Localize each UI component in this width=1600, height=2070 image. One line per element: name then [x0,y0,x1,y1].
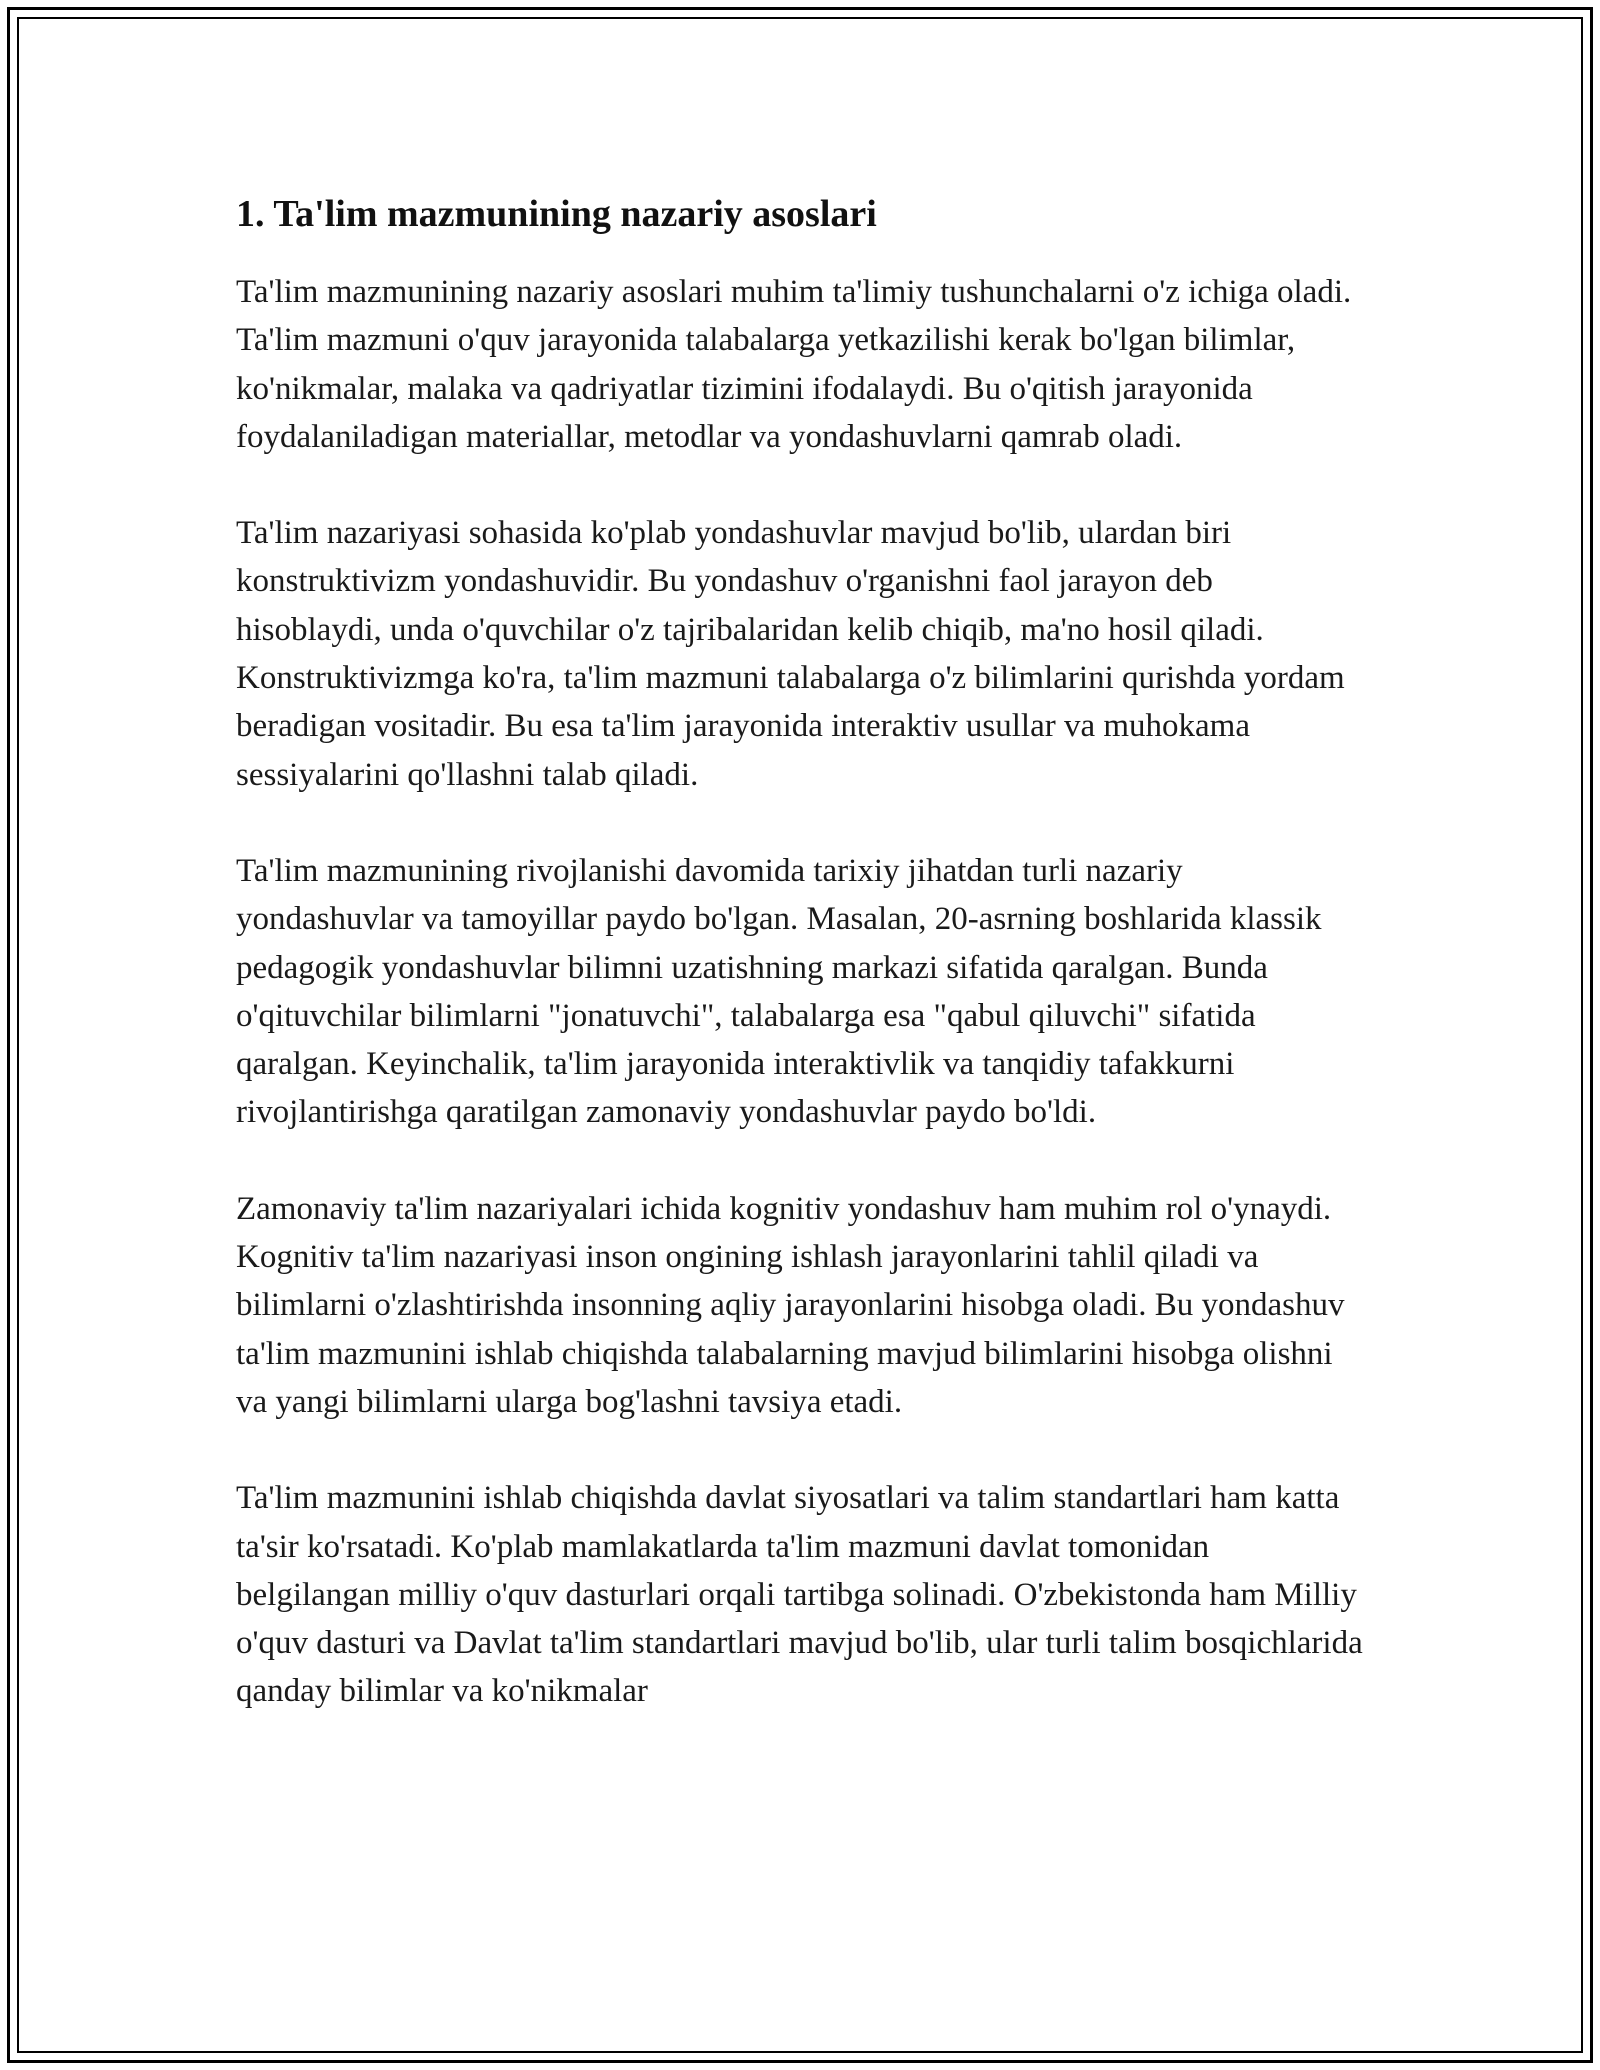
paragraph-1: Ta'lim mazmunining nazariy asoslari muhim ta'limiy tushunchalarni o'z ichiga oladi. Ta'lim mazmuni o'quv jarayonida talabalarga yetkazilishi kerak bo'lgan bilimlar, ko'nikmalar, malaka va qadriyatlar tizimini ifodalaydi. Bu o'qitish jarayonida foydalaniladigan materiallar, metodlar va yondashuvlarni qamrab oladi. [236,274,1352,455]
document-body [236,190,1366,1764]
section-heading: 1. Ta'lim mazmunining nazariy asoslari [236,193,877,235]
paragraph-2: Ta'lim nazariyasi sohasida ko'plab yondashuvlar mavjud bo'lib, ulardan biri konstruktivizm yondashuvidir. Bu yondashuv o'rganishni faol jarayon deb hisoblaydi, unda o'quvchilar o'z tajribalaridan kelib chiqib, ma'no hosil qiladi. Konstruktivizmga ko'ra, ta'lim mazmuni talabalarga o'z bilimlarini qurishda yordam beradigan vositadir. Bu esa ta'lim jarayonida interaktiv usullar va muhokama sessiyalarini qo'llashni talab qiladi. [236,515,1345,793]
paragraph-4: Zamonaviy ta'lim nazariyalari ichida kognitiv yondashuv ham muhim rol o'ynaydi. Kognitiv ta'lim nazariyasi inson ongining ishlash jarayonlarini tahlil qiladi va bilimlarni o'zlashtirishda insonning aqliy jarayonlarini hisobga oladi. Bu yondashuv ta'lim mazmunini ishlab chiqishda talabalarning mavjud bilimlarini hisobga olishni va yangi bilimlarni ularga bog'lashni tavsiya etadi. [236,1190,1345,1420]
paragraph-3: Ta'lim mazmunining rivojlanishi davomida tarixiy jihatdan turli nazariy yondashuvlar va tamoyillar paydo bo'lgan. Masalan, 20-asrning boshlarida klassik pedagogik yondashuvlar bilimni uzatishning markazi sifatida qaralgan. Bunda o'qituvchilar bilimlarni "jonatuvchi", talabalarga esa "qabul qiluvchi" sifatida qaralgan. Keyinchalik, ta'lim jarayonida interaktivlik va tanqidiy tafakkurni rivojlantirishga qaratilgan zamonaviy yondashuvlar paydo bo'ldi. [236,852,1322,1131]
paragraph-5: Ta'lim mazmunini ishlab chiqishda davlat siyosatlari va talim standartlari ham katta ta'sir ko'rsatadi. Ko'plab mamlakatlarda ta'lim mazmuni davlat tomonidan belgilangan milliy o'quv dasturlari orqali tartibga solinadi. O'zbekistonda ham Milliy o'quv dasturi va Davlat ta'lim standartlari mavjud bo'lib, ular turli talim bosqichlarida qanday bilimlar va ko'nikmalar [236,1480,1363,1710]
